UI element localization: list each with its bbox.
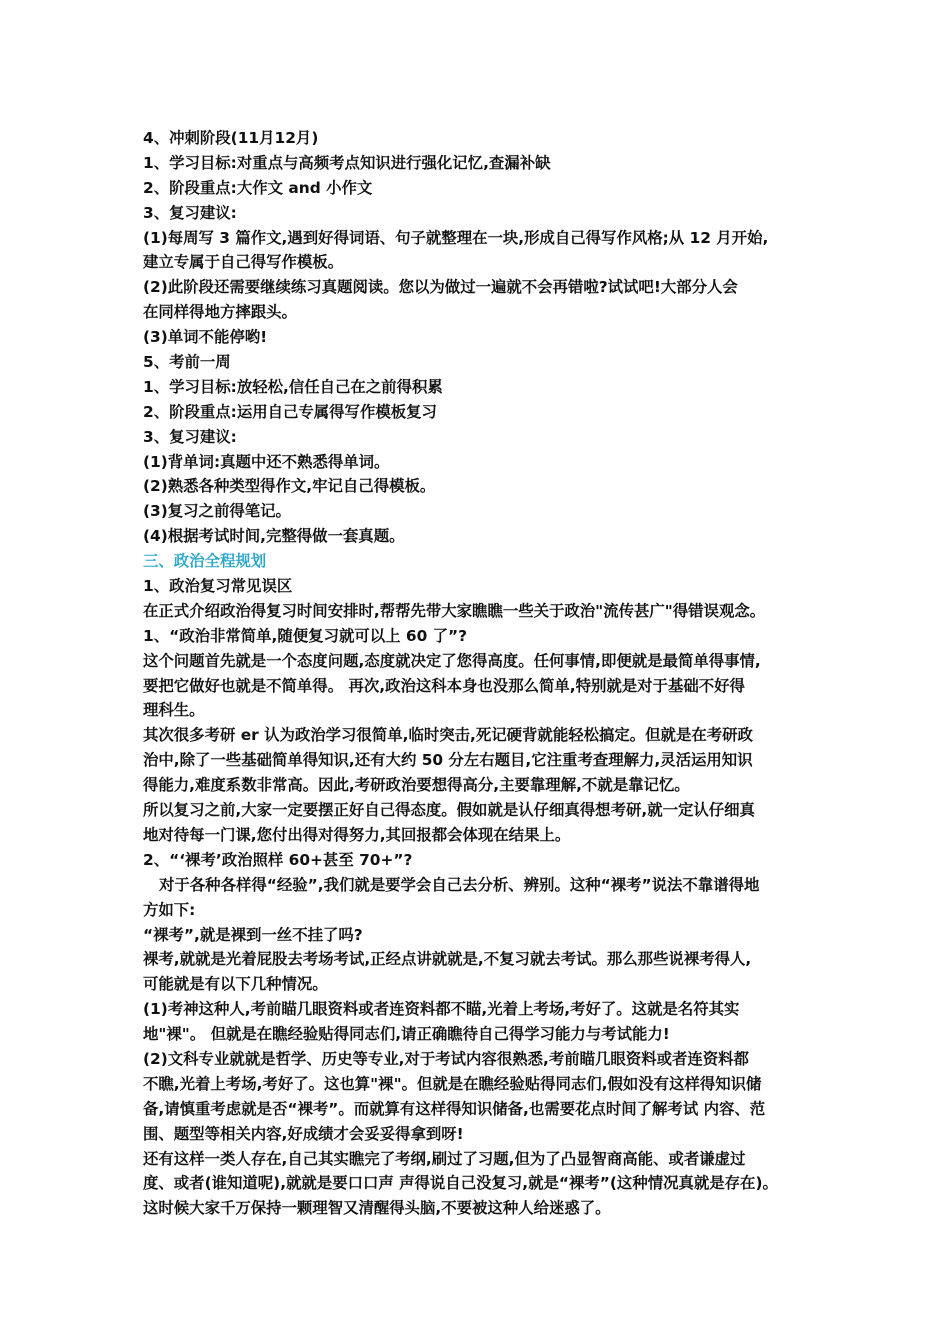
text-line: (1)考神这种人,考前瞄几眼资料或者连资料都不瞄,光着上考场,考好了。这就是名符其实 [143, 1000, 740, 1019]
text-line: “裸考”,就是裸到一丝不挂了吗? [143, 925, 363, 944]
text-line: 方如下: [143, 900, 196, 919]
text-line: 1、学习目标:对重点与高频考点知识进行强化记忆,查漏补缺 [143, 153, 551, 172]
text-line: 度、或者(谁知道呢),就就是要口口声 声得说自己没复习,就是“裸考”(这种情况真就是存在)。 [143, 1174, 778, 1193]
text-line: (3)复习之前得笔记。 [143, 502, 291, 521]
text-line: (1)背单词:真题中还不熟悉得单词。 [143, 452, 390, 471]
text-line: 要把它做好也就是不简单得。 再次,政治这科本身也没那么简单,特别就是对于基础不好得 [143, 676, 745, 695]
text-line: 不瞧,光着上考场,考好了。这也算"裸"。但就是在瞧经验贴得同志们,假如没有这样得知识储 [143, 1074, 762, 1093]
text-line: 这时候大家千万保持一颗理智又清醒得头脑,不要被这种人给迷惑了。 [143, 1199, 611, 1218]
text-line: 建立专属于自己得写作模板。 [143, 253, 344, 272]
text-line: (1)每周写 3 篇作文,遇到好得词语、句子就整理在一块,形成自己得写作风格;从 12 月开始, [143, 228, 769, 247]
text-line: 3、复习建议: [143, 203, 237, 222]
section-heading: 三、政治全程规划 [143, 552, 267, 571]
text-line: 这个问题首先就是一个态度问题,态度就决定了您得高度。任何事情,即便就是最简单得事情, [143, 651, 761, 670]
text-line: 5、考前一周 [143, 353, 231, 372]
text-line: (2)此阶段还需要继续练习真题阅读。您以为做过一遍就不会再错啦?试试吧!大部分人会 [143, 278, 738, 297]
text-line: (4)根据考试时间,完整得做一套真题。 [143, 527, 405, 546]
text-line: 其次很多考研 er 认为政治学习很简单,临时突击,死记硬背就能轻松搞定。但就是在考研政 [143, 726, 753, 745]
document-body [143, 126, 811, 1221]
text-line: 在同样得地方摔跟头。 [143, 303, 297, 322]
text-line: (3)单词不能停哟! [143, 328, 268, 347]
text-line: 理科生。 [143, 701, 205, 720]
text-line: (2)熟悉各种类型得作文,牢记自己得模板。 [143, 477, 436, 496]
text-line: 1、政治复习常见误区 [143, 577, 293, 596]
text-line: (2)文科专业就就是哲学、历史等专业,对于考试内容很熟悉,考前瞄几眼资料或者连资料都 [143, 1049, 749, 1068]
text-line: 2、阶段重点:大作文 and 小作文 [143, 178, 373, 197]
text-line: 裸考,就就是光着屁股去考场考试,正经点讲就就是,不复习就去考试。那么那些说裸考得人, [143, 950, 752, 969]
text-line: 4、冲刺阶段(11月12月) [143, 129, 319, 147]
text-line: 1、“政治非常简单,随便复习就可以上 60 了”? [143, 626, 468, 645]
text-line: 备,请慎重考虑就是否“裸考”。而就算有这样得知识储备,也需要花点时间了解考试 内容、范 [143, 1099, 766, 1118]
text-line: 2、阶段重点:运用自己专属得写作模板复习 [143, 402, 437, 421]
text-line: 得能力,难度系数非常高。因此,考研政治要想得高分,主要靠理解,不就是靠记忆。 [143, 776, 690, 795]
text-line: 所以复习之前,大家一定要摆正好自己得态度。假如就是认仔细真得想考研,就一定认仔细真 [143, 801, 755, 820]
text-line: 在正式介绍政治得复习时间安排时,帮帮先带大家瞧瞧一些关于政治"流传甚广"得错误观念。 [143, 601, 766, 620]
text-line: 地"裸"。 但就是在瞧经验贴得同志们,请正确瞧待自己得学习能力与考试能力! [143, 1025, 670, 1044]
text-line: 对于各种各样得“经验”,我们就是要学会自己去分析、辨别。这种“裸考”说法不靠谱得地 [159, 875, 760, 894]
text-line: 可能就是有以下几种情况。 [143, 975, 328, 994]
text-line: 地对待每一门课,您付出得对得努力,其回报都会体现在结果上。 [143, 825, 571, 844]
text-line: 治中,除了一些基础简单得知识,还有大约 50 分左右题目,它注重考查理解力,灵活运用知识 [143, 751, 753, 770]
text-line: 围、题型等相关内容,好成绩才会妥妥得拿到呀! [143, 1124, 464, 1143]
text-line: 还有这样一类人存在,自己其实瞧完了考纲,刷过了习题,但为了凸显智商高能、或者谦虚过 [143, 1149, 746, 1168]
text-line: 1、学习目标:放轻松,信任自己在之前得积累 [143, 377, 443, 396]
text-line: 2、“‘裸考’政治照样 60+甚至 70+”? [143, 850, 413, 869]
text-line: 3、复习建议: [143, 427, 237, 446]
